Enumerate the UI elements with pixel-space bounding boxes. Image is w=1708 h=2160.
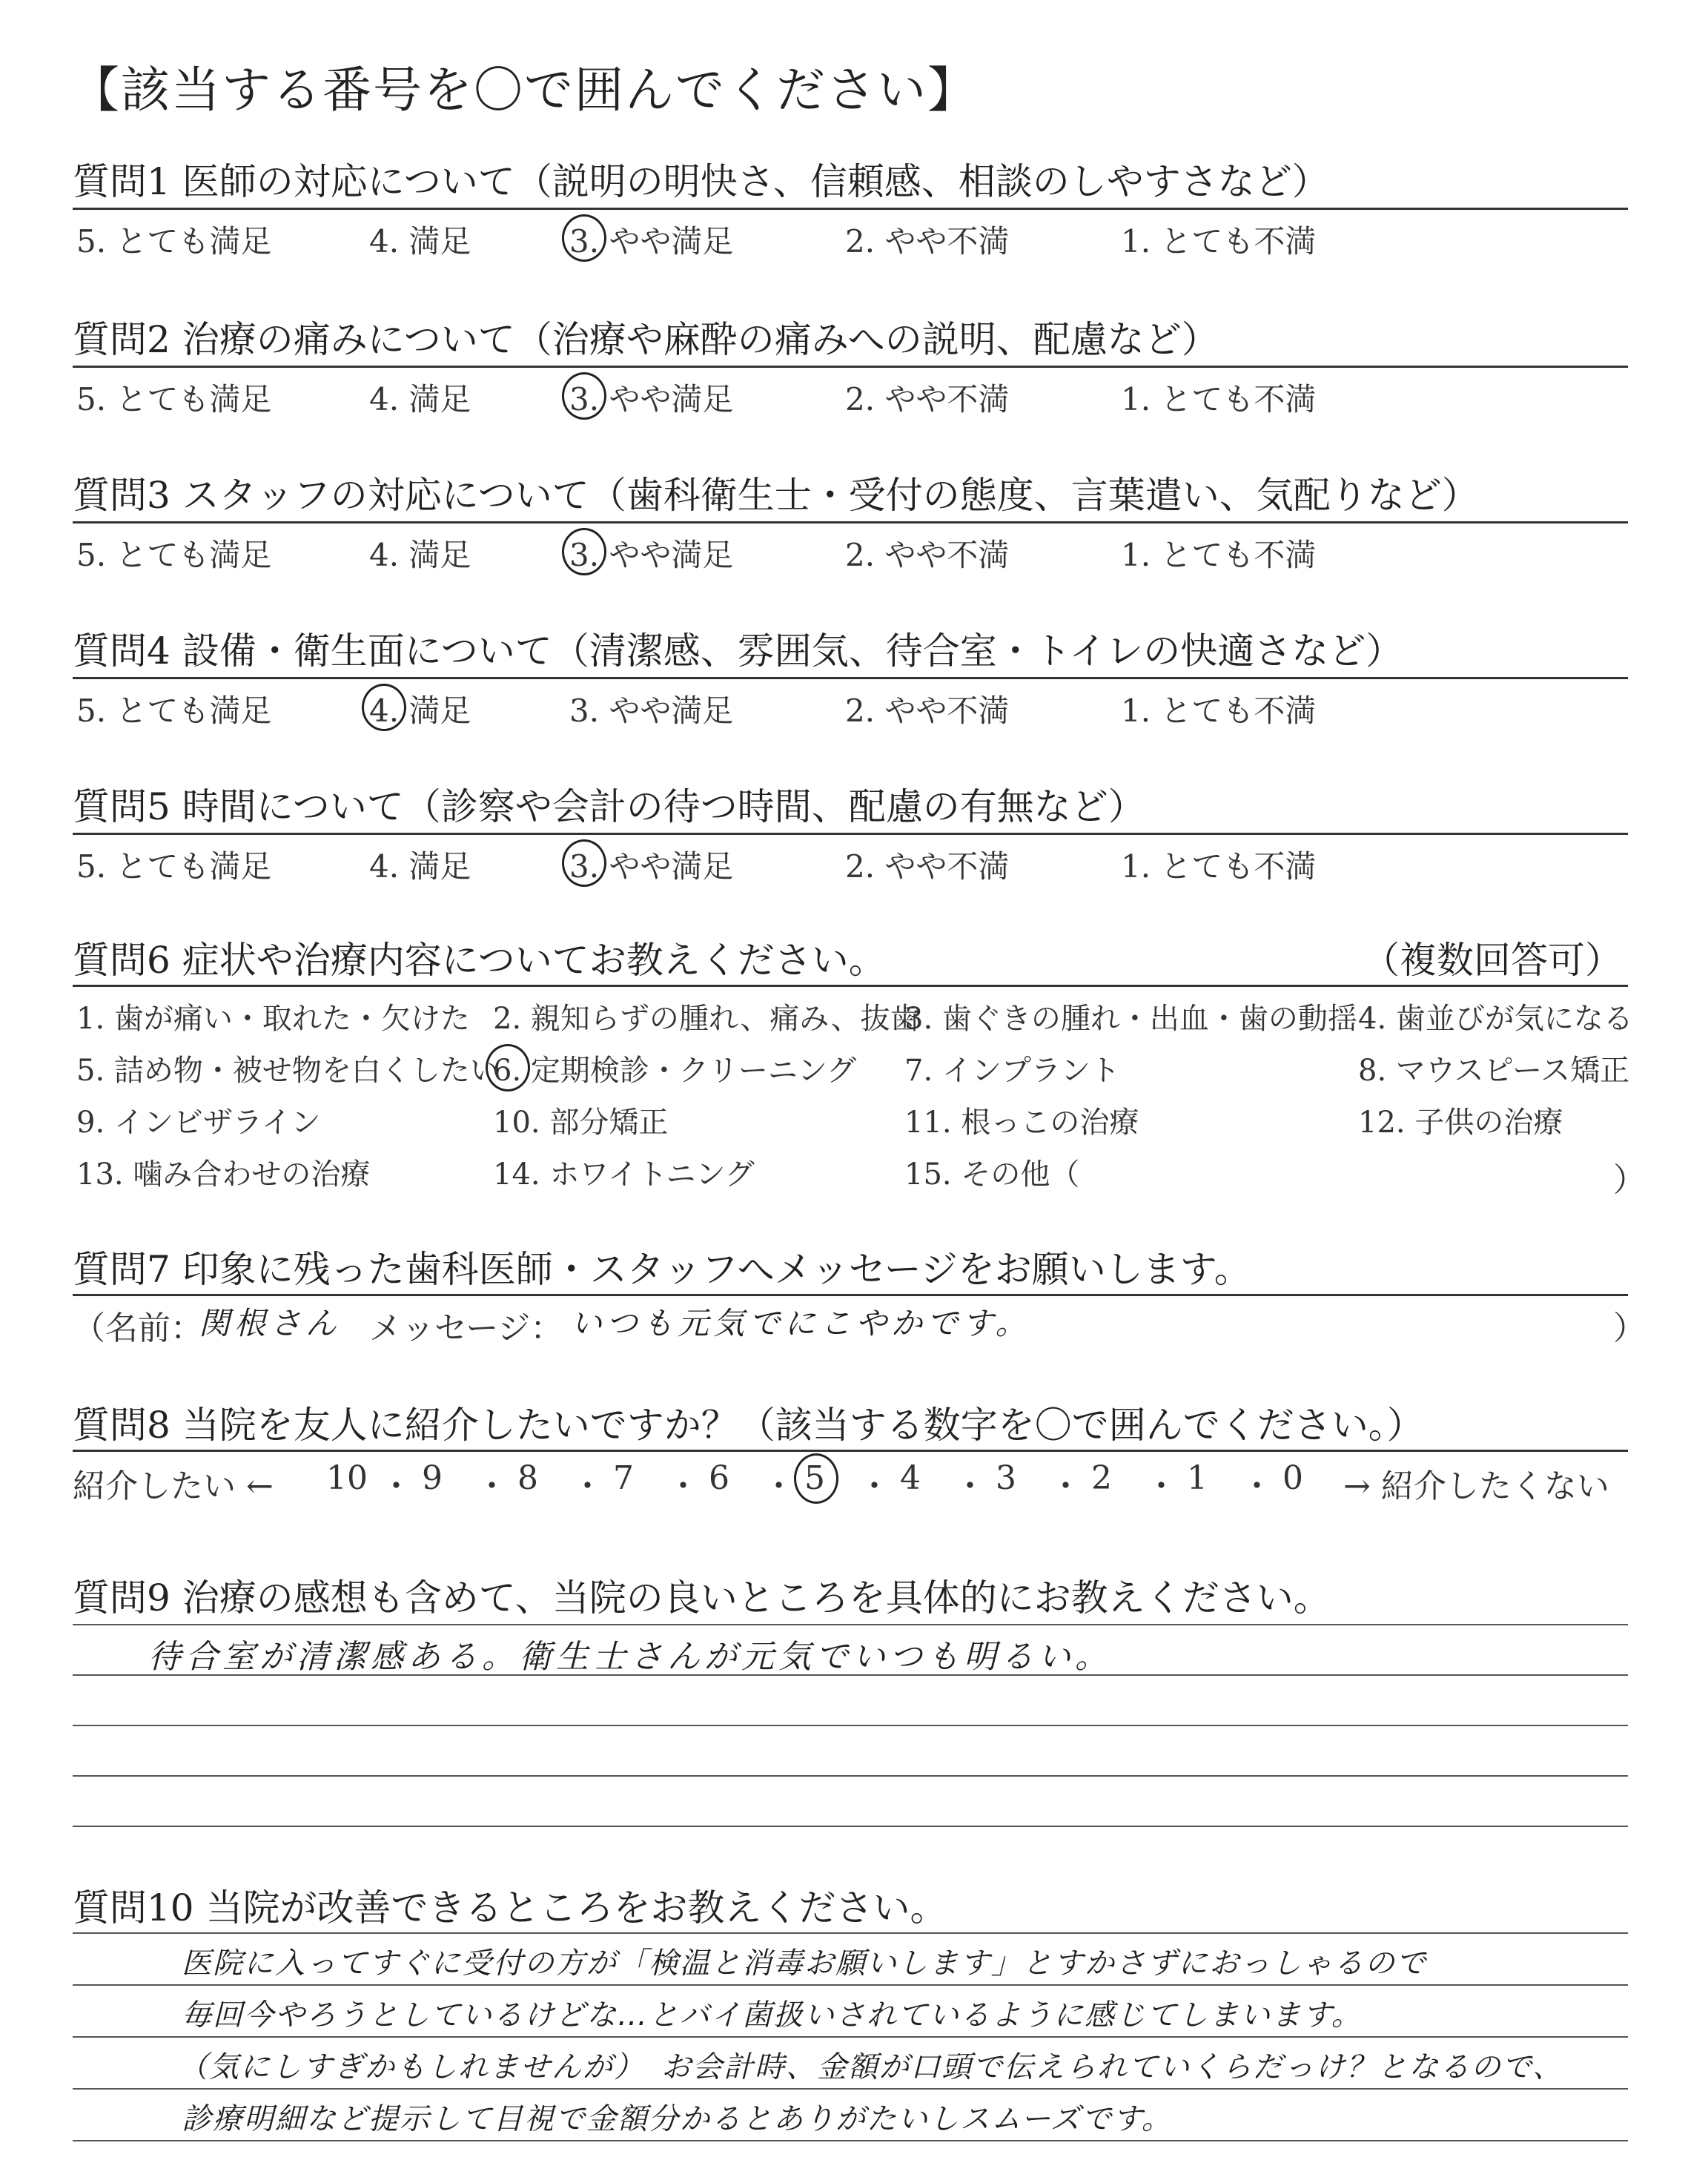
question-1-option-1: 1. とても不満 — [1121, 223, 1317, 260]
question-2-option-5: 5. とても満足 — [76, 381, 272, 417]
q6-option-5: 5. 詰め物・被せ物を白くしたい — [76, 1054, 500, 1088]
question-3-option-2: 2. やや不満 — [845, 537, 1010, 573]
q10-answer-rule — [73, 1984, 1628, 1986]
question-4-option-3: 3. やや満足 — [569, 693, 734, 729]
q7-label: 質問7 印象に残った歯科医師・スタッフへメッセージをお願いします。 — [73, 1248, 1251, 1291]
q9-answer-rule — [73, 1775, 1628, 1777]
selected-answer-circle — [562, 214, 606, 262]
q8-scale-dot: ・ — [571, 1467, 604, 1505]
q6-option-4: 4. 歯並びが気になる — [1358, 1002, 1633, 1036]
question-4-option-1: 1. とても不満 — [1121, 693, 1317, 729]
selected-answer-circle — [562, 372, 606, 420]
question-4-option-4: 4. 満足 — [369, 693, 471, 729]
q8-scale-dot: ・ — [666, 1467, 700, 1505]
q10-answer-rule — [73, 2140, 1628, 2141]
q8-left-label: 紹介したい ← — [73, 1467, 274, 1505]
q7-rule — [73, 1294, 1628, 1296]
q8-scale-dot: ・ — [380, 1467, 413, 1505]
q10-answer-rule — [73, 2088, 1628, 2090]
q10-answer-text: 毎回今やろうとしているけどな…とバイ菌扱いされているように感じてしまいます。 — [182, 1998, 1363, 2032]
q6-rule — [73, 985, 1628, 987]
q7-name-prefix: （名前： — [73, 1309, 203, 1347]
selected-answer-circle — [562, 528, 606, 575]
q8-label: 質問8 当院を友人に紹介したいですか？（該当する数字を〇で囲んでください。） — [73, 1404, 1424, 1447]
question-3-rule — [73, 521, 1628, 524]
q10-answer-text: 医院に入ってすぐに受付の方が「検温と消毒お願いします」とすかさずにおっしゃるので — [182, 1946, 1427, 1981]
q10-answer-rule — [73, 1932, 1628, 1934]
q7-message: いつも元気でにこやかです。 — [571, 1305, 1031, 1341]
q8-scale-dot: ・ — [1240, 1467, 1274, 1505]
question-5-option-5: 5. とても満足 — [76, 848, 272, 885]
q8-scale-4: 4 — [900, 1459, 921, 1497]
q8-scale-3: 3 — [996, 1459, 1016, 1497]
q6-option-1: 1. 歯が痛い・取れた・欠けた — [76, 1002, 470, 1036]
question-4-option-2: 2. やや不満 — [845, 693, 1010, 729]
question-4-option-5: 5. とても満足 — [76, 693, 272, 729]
q7-name: 関根さん — [199, 1305, 342, 1341]
q8-scale-dot: ・ — [475, 1467, 509, 1505]
question-3-option-3: 3. やや満足 — [569, 537, 734, 573]
question-2-rule — [73, 366, 1628, 368]
q6-option-2: 2. 親知らずの腫れ、痛み、抜歯 — [493, 1002, 920, 1036]
question-2-option-3: 3. やや満足 — [569, 381, 734, 417]
q8-scale-2: 2 — [1091, 1459, 1112, 1497]
question-1-option-2: 2. やや不満 — [845, 223, 1010, 260]
q6-option-11: 11. 根っこの治療 — [904, 1106, 1139, 1140]
q8-scale-10: 10 — [326, 1459, 368, 1497]
q7-close-paren: ） — [1613, 1309, 1646, 1347]
question-1-rule — [73, 208, 1628, 210]
question-5-label: 質問5 時間について（診察や会計の待つ時間、配慮の有無など） — [73, 785, 1145, 828]
question-3-label: 質問3 スタッフの対応について（歯科衛生士・受付の態度、言葉遣い、気配りなど） — [73, 474, 1479, 517]
question-1-option-5: 5. とても満足 — [76, 223, 272, 260]
question-5-option-1: 1. とても不満 — [1121, 848, 1317, 885]
question-2-option-1: 1. とても不満 — [1121, 381, 1317, 417]
q6-close-paren: ） — [1613, 1161, 1646, 1199]
q6-label: 質問6 症状や治療内容についてお教えください。 — [73, 939, 886, 982]
question-5-option-2: 2. やや不満 — [845, 848, 1010, 885]
q9-answer-rule — [73, 1624, 1628, 1625]
q6-option-7: 7. インプラント — [904, 1054, 1120, 1088]
q8-scale-5: 5 — [804, 1459, 825, 1497]
question-1-option-3: 3. やや満足 — [569, 223, 734, 260]
q10-answer-text: （気にしすぎかもしれませんが） お会計時、金額が口頭で伝えられていくらだっけ？となるので、 — [178, 2050, 1564, 2084]
q8-right-label: → 紹介したくない — [1343, 1467, 1609, 1505]
page-title: 【該当する番号を〇で囲んでください】 — [70, 62, 978, 119]
question-2-option-4: 4. 満足 — [369, 381, 471, 417]
selected-answer-circle — [486, 1044, 530, 1091]
q10-answer-rule — [73, 2036, 1628, 2038]
q6-option-15: 15. その他（ — [904, 1157, 1080, 1192]
q6-option-14: 14. ホワイトニング — [493, 1157, 755, 1192]
q6-option-13: 13. 噛み合わせの治療 — [76, 1157, 371, 1192]
q10-answer-text: 診療明細など提示して目視で金額分かるとありがたいしスムーズです。 — [182, 2102, 1173, 2136]
selected-answer-circle — [562, 839, 606, 887]
q9-label: 質問9 治療の感想も含めて、当院の良いところを具体的にお教えください。 — [73, 1576, 1331, 1619]
selected-answer-circle — [794, 1453, 838, 1504]
question-1-label: 質問1 医師の対応について（説明の明快さ、信頼感、相談のしやすさなど） — [73, 160, 1329, 203]
q6-option-12: 12. 子供の治療 — [1358, 1106, 1563, 1140]
q8-scale-9: 9 — [422, 1459, 443, 1497]
question-2-option-2: 2. やや不満 — [845, 381, 1010, 417]
q8-rule — [73, 1450, 1628, 1452]
q8-scale-7: 7 — [613, 1459, 634, 1497]
question-2-label: 質問2 治療の痛みについて（治療や麻酔の痛みへの説明、配慮など） — [73, 318, 1219, 361]
q8-scale-8: 8 — [517, 1459, 538, 1497]
q8-scale-dot: ・ — [1145, 1467, 1178, 1505]
q8-scale-dot: ・ — [762, 1467, 795, 1505]
q6-option-3: 3. 歯ぐきの腫れ・出血・歯の動揺 — [904, 1002, 1357, 1036]
question-3-option-5: 5. とても満足 — [76, 537, 272, 573]
q8-scale-1: 1 — [1187, 1459, 1208, 1497]
question-5-rule — [73, 833, 1628, 835]
q9-answer-text: 待合室が清潔感ある。衛生士さんが元気でいつも明るい。 — [148, 1638, 1112, 1676]
q6-option-9: 9. インビザライン — [76, 1106, 321, 1140]
question-5-option-3: 3. やや満足 — [569, 848, 734, 885]
q8-scale-dot: ・ — [858, 1467, 891, 1505]
q8-scale-0: 0 — [1282, 1459, 1303, 1497]
q8-scale-dot: ・ — [1049, 1467, 1082, 1505]
q6-option-6: 6. 定期検診・クリーニング — [493, 1054, 857, 1088]
question-4-label: 質問4 設備・衛生面について（清潔感、雰囲気、待合室・トイレの快適さなど） — [73, 630, 1403, 673]
q6-note: （複数回答可） — [1363, 939, 1622, 982]
question-1-option-4: 4. 満足 — [369, 223, 471, 260]
q8-scale-dot: ・ — [953, 1467, 987, 1505]
q9-answer-rule — [73, 1826, 1628, 1827]
q6-option-10: 10. 部分矯正 — [493, 1106, 669, 1140]
q7-message-label: メッセージ： — [369, 1309, 563, 1347]
question-4-rule — [73, 677, 1628, 679]
q6-option-8: 8. マウスピース矯正 — [1358, 1054, 1630, 1088]
q9-answer-rule — [73, 1725, 1628, 1726]
q8-scale-6: 6 — [709, 1459, 729, 1497]
question-3-option-4: 4. 満足 — [369, 537, 471, 573]
selected-answer-circle — [362, 684, 406, 731]
q10-label: 質問10 当院が改善できるところをお教えください。 — [73, 1886, 947, 1929]
question-3-option-1: 1. とても不満 — [1121, 537, 1317, 573]
question-5-option-4: 4. 満足 — [369, 848, 471, 885]
